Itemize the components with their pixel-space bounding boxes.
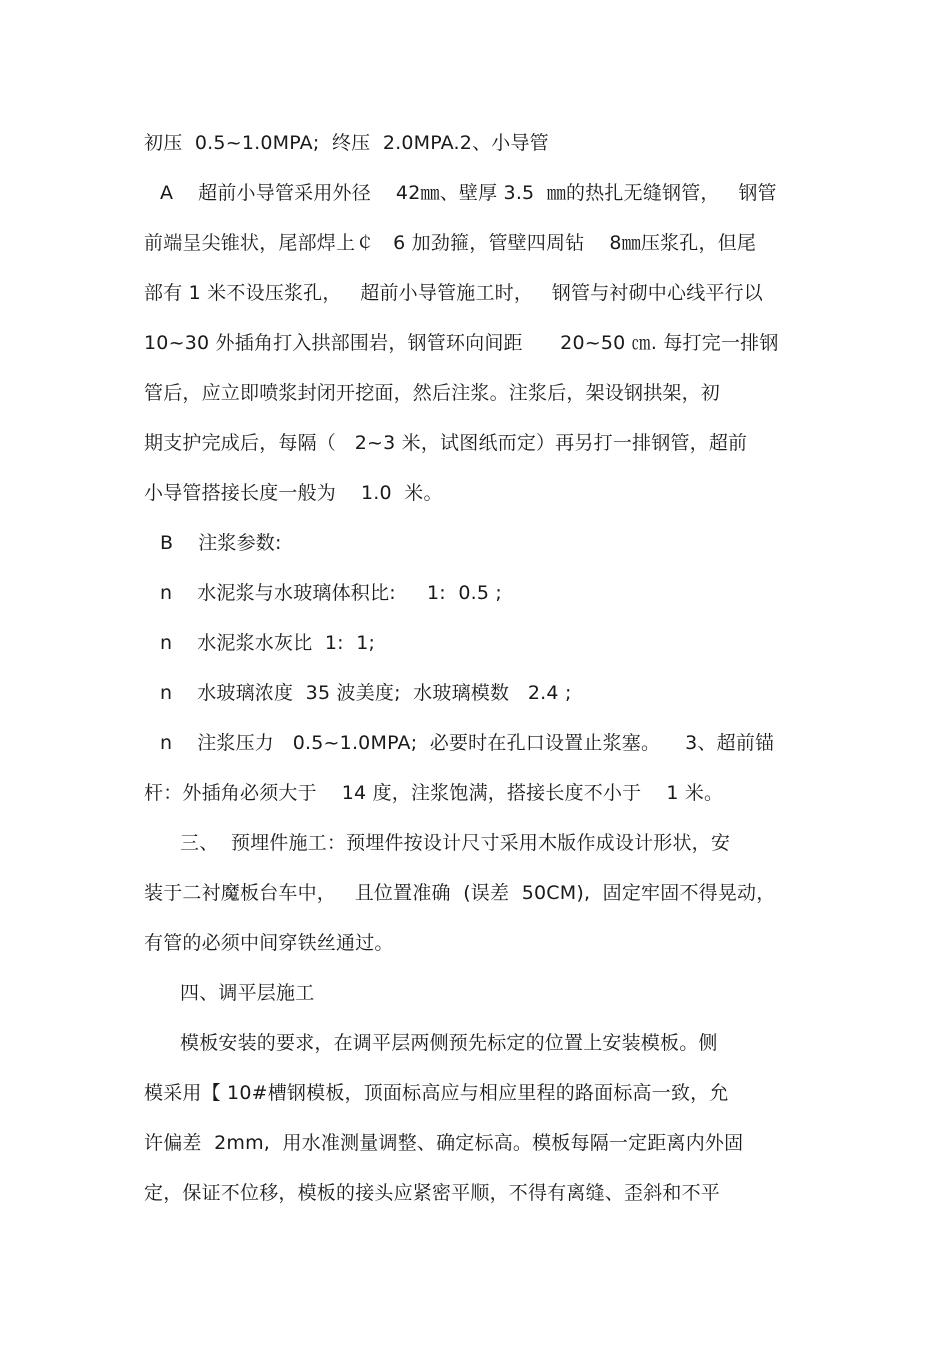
text-line: 小导管搭接长度一般为 1.0 米。 [144, 482, 443, 504]
section-heading: 四、调平层施工 [180, 982, 315, 1004]
text-line: n 水泥浆与水玻璃体积比: 1: 0.5 ; [160, 582, 503, 604]
text-line: 10~30 外插角打入拱部围岩，钢管环向间距 20~50 ㎝. 每打完一排钢 [144, 332, 779, 354]
text-line: A 超前小导管采用外径 42㎜、壁厚 3.5 ㎜的热扎无缝钢管， 钢管 [160, 182, 777, 204]
text-line: 期支护完成后，每隔（ 2~3 米，试图纸而定）再另打一排钢管，超前 [144, 432, 748, 454]
text-line: n 水玻璃浓度 35 波美度; 水玻璃模数 2.4 ; [160, 682, 572, 704]
text-line: 许偏差 2mm, 用水准测量调整、确定标高。模板每隔一定距离内外固 [144, 1132, 744, 1154]
text-line: 有管的必须中间穿铁丝通过。 [144, 932, 394, 954]
text-line: 模板安装的要求，在调平层两侧预先标定的位置上安装模板。侧 [180, 1032, 718, 1054]
text-line: 初压 0.5~1.0MPA; 终压 2.0MPA.2、小导管 [144, 132, 549, 154]
text-line: 定，保证不位移，模板的接头应紧密平顺，不得有离缝、歪斜和不平 [144, 1182, 721, 1204]
text-line: 管后，应立即喷浆封闭开挖面，然后注浆。注浆后，架设钢拱架，初 [144, 382, 721, 404]
text-line: 前端呈尖锥状，尾部焊上￠ 6 加劲箍，管壁四周钻 8㎜压浆孔，但尾 [144, 232, 757, 254]
text-line: 部有 1 米不设压浆孔， 超前小导管施工时， 钢管与衬砌中心线平行以 [144, 282, 764, 304]
text-line: B 注浆参数: [160, 532, 282, 554]
text-line: 装于二衬魔板台车中， 且位置准确 (误差 50CM), 固定牢固不得晃动， [144, 882, 776, 904]
text-line: n 注浆压力 0.5~1.0MPA; 必要时在孔口设置止浆塞。 3、超前锚 [160, 732, 775, 754]
text-line: 杆：外插角必须大于 14 度，注浆饱满，搭接长度不小于 1 米。 [144, 782, 724, 804]
text-line: n 水泥浆水灰比 1: 1; [160, 632, 376, 654]
text-line: 三、 预埋件施工：预埋件按设计尺寸采用木版作成设计形状，安 [180, 832, 731, 854]
text-line: 模采用【 10#槽钢模板，顶面标高应与相应里程的路面标高一致，允 [144, 1082, 729, 1104]
